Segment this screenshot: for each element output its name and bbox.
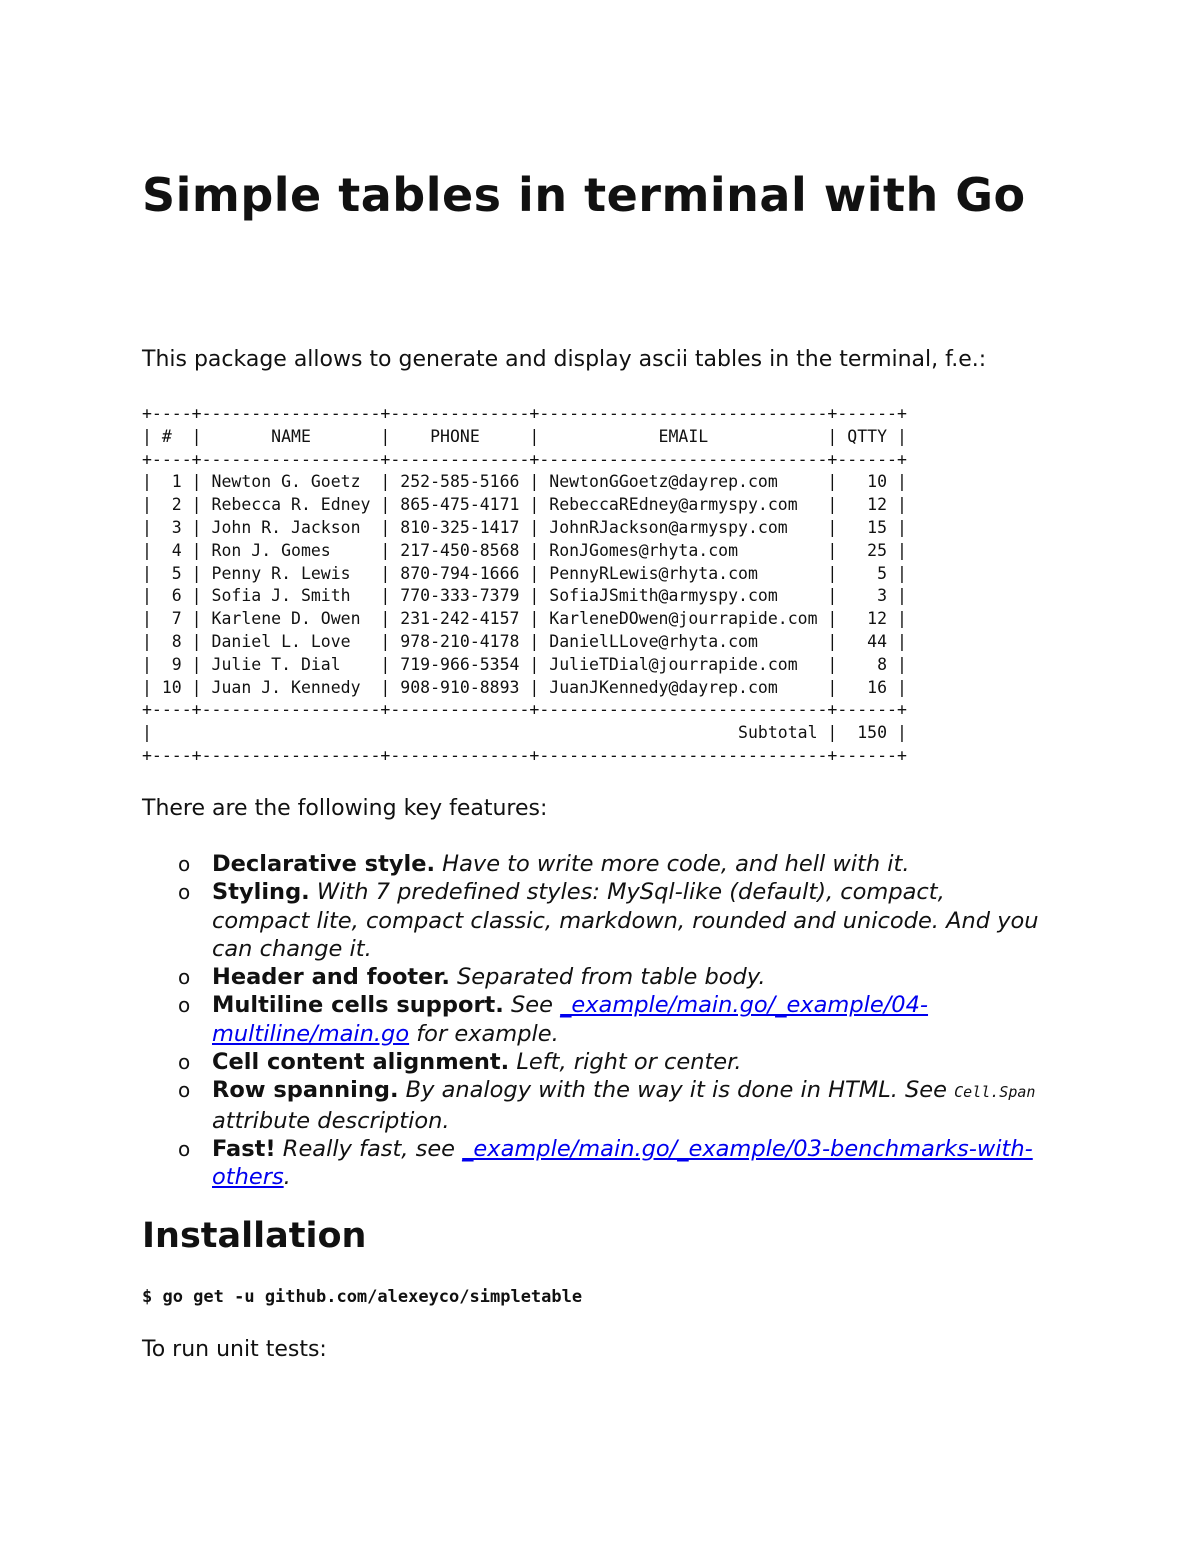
ascii-table-example: +----+------------------+--------------+-----------------------------+------+ | # | NAME | PHONE | EMAIL | QTTY | +----+------------------+--------------+-----------------------------+------+ | 1 | Newton G. Goetz | 252-585-5166 | NewtonGGoetz@dayrep.com | 10 | | 2 | Rebecca R. Edney | 865-475-4171 | RebeccaREdney@armyspy.com | 12 | | 3 | John R. Jackson | 810-325-1417 | JohnRJackson@armyspy.com | 15 | | 4 | Ron J. Gomes | 217-450-8568 | RonJGomes@rhyta.com | 25 | | 5 | Penny R. Lewis | 870-794-1666 | PennyRLewis@rhyta.com | 5 | | 6 | Sofia J. Smith | 770-333-7379 | SofiaJSmith@armyspy.com | 3 | | 7 | Karlene D. Owen | 231-242-4157 | KarleneDOwen@jourrapide.com | 12 | | 8 | Daniel L. Love | 978-210-4178 | DanielLLove@rhyta.com | 44 | | 9 | Julie T. Dial | 719-966-5354 | JulieTDial@jourrapide.com | 8 | | 10 | Juan J. Kennedy | 908-910-8893 | JuanJKennedy@dayrep.com | 16 | +----+------------------+--------------+-----------------------------+------+ | Subtotal | 150 | +----+------------------+--------------+-----------------------------+------+ [142,404,907,765]
feature-text: attribute description. [212,1107,450,1134]
unit-tests-paragraph: To run unit tests: [142,1337,327,1362]
benchmarks-example-link[interactable]: _example/main.go/_example/03-benchmarks-with-others [212,1135,1033,1191]
feature-text: Really fast, see [275,1135,463,1162]
list-bullet: o [178,1078,191,1103]
feature-text: Left, right or center. [509,1049,742,1076]
feature-text: Separated from table body. [449,964,766,991]
list-bullet: o [178,880,191,905]
install-command: $ go get -u github.com/alexeyco/simpletable [142,1287,583,1307]
list-bullet: o [178,1136,191,1161]
list-bullet: o [178,965,191,990]
feature-text: for example. [409,1020,559,1047]
feature-title: Styling. [212,879,310,906]
page-title: Simple tables in terminal with Go [142,168,1026,222]
feature-styling [142,878,1042,963]
feature-header-footer [142,963,1042,991]
feature-text: With 7 predefined styles: MySql-like (default), compact, compact lite, compact classic, markdown, rounded and unicode. And you can change it. [212,879,1039,962]
feature-text: Have to write more code, and hell with it. [435,851,910,877]
list-bullet: o [178,852,191,876]
feature-text: . [283,1164,291,1191]
feature-title: Fast! [212,1135,276,1162]
features-list [142,850,1042,1192]
feature-title: Declarative style. [212,851,436,877]
feature-title: Header and footer. [212,964,450,991]
feature-title: Cell content alignment. [212,1049,510,1076]
features-intro: There are the following key features: [142,796,548,821]
feature-multiline-cells [142,991,1042,1048]
installation-heading: Installation [142,1216,367,1256]
list-bullet: o [178,1050,191,1075]
feature-title: Multiline cells support. [212,992,504,1019]
feature-declarative-style [142,850,1042,878]
feature-fast [142,1135,1042,1192]
feature-cell-alignment [142,1048,1042,1076]
feature-text: See [503,992,561,1019]
list-bullet: o [178,993,191,1018]
feature-row-spanning [142,1076,1042,1135]
cell-span-code: Cell.Span [954,1083,1036,1102]
intro-paragraph: This package allows to generate and display ascii tables in the terminal, f.e.: [142,347,987,372]
multiline-example-link[interactable]: _example/main.go/_example/04-multiline/main.go [212,992,929,1047]
feature-text: By analogy with the way it is done in HTML. See [398,1077,955,1104]
feature-title: Row spanning. [212,1077,399,1104]
